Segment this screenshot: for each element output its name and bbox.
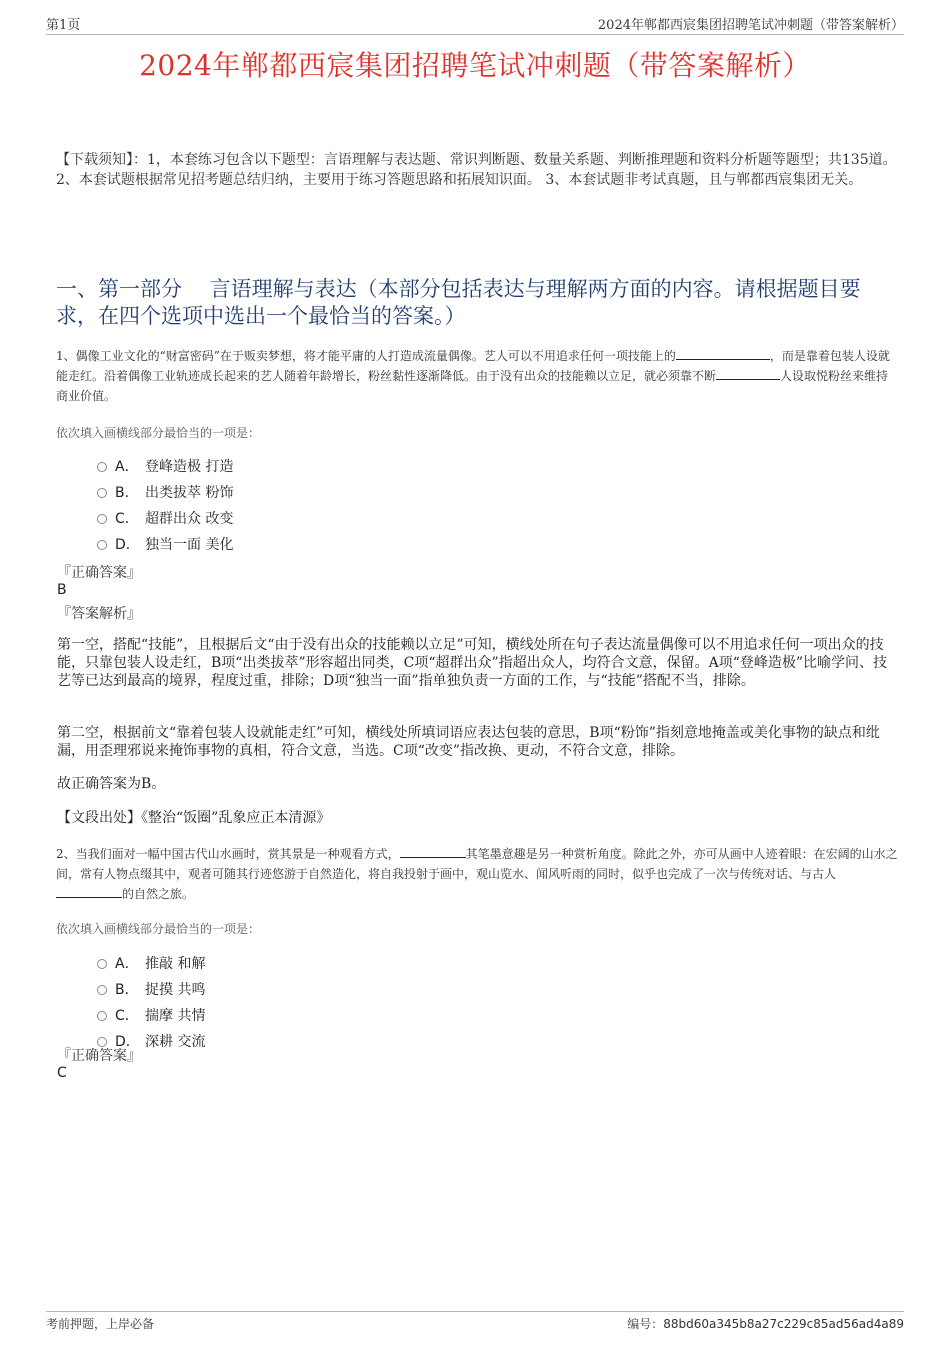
radio-icon[interactable]	[97, 985, 107, 995]
q1-blank-1	[676, 347, 770, 360]
footer-slogan: 考前押题，上岸必备	[46, 1317, 155, 1331]
q2-option-b[interactable]: B． 捉摸 共鸣	[97, 979, 205, 999]
q2-option-a[interactable]: A． 推敲 和解	[97, 953, 205, 973]
radio-icon[interactable]	[97, 462, 107, 472]
download-notice: 【下载须知】：1，本套练习包含以下题型：言语理解与表达题、常识判断题、数量关系题、判断推理题和资料分析题等题型；共135道。 2、本套试题根据常见招考题总结归纳，主要用于练习答题思路和拓展知识面。 3、本套试题非考试真题，且与郸都西宸集团无关。	[56, 152, 897, 188]
q2-answer-label: 『正确答案』	[57, 1048, 141, 1064]
q1-option-c[interactable]: C． 超群出众 改变	[97, 508, 233, 528]
q2-text-part1: 2、当我们面对一幅中国古代山水画时，赏其景是一种观看方式，	[56, 847, 400, 861]
q1-option-d[interactable]: D． 独当一面 美化	[97, 534, 233, 554]
q1-answer-label: 『正确答案』	[57, 565, 141, 581]
document-title: 2024年郸都西宸集团招聘笔试冲刺题（带答案解析）	[139, 49, 811, 82]
radio-icon[interactable]	[97, 540, 107, 550]
q1-prompt: 依次填入画横线部分最恰当的一项是：	[56, 426, 261, 440]
radio-icon[interactable]	[97, 959, 107, 969]
section-title: 一、第一部分 言语理解与表达（本部分包括表达与理解两方面的内容。请根据题目要求，在四个选项中选出一个最恰当的答案。）	[56, 277, 861, 328]
q2-text-part3: 的自然之旅。	[122, 887, 195, 901]
q1-text-part2: ，而是靠着包装人设就能走红。沿着偶像工业轨迹成长起来的艺人随着年龄增长，粉丝黏性逐渐降低。由于没有出众的技能赖以立足，就必须靠不断	[56, 349, 890, 383]
radio-icon[interactable]	[97, 1011, 107, 1021]
q1-conclusion: 故正确答案为B。	[57, 776, 166, 792]
q1-analysis-paragraph-2: 第二空，根据前文“靠着包装人设就能走红”可知，横线处所填词语应表达包装的意思，B项“粉饰”指刻意地掩盖或美化事物的缺点和纰漏，用歪理邪说来掩饰事物的真相，符合文意，当选。C项“改变”指改换、更动，不符合文意，排除。	[57, 725, 880, 759]
q1-analysis-label: 『答案解析』	[57, 606, 141, 622]
page-footer	[46, 1311, 904, 1332]
radio-icon[interactable]	[97, 514, 107, 524]
question-2-text	[56, 844, 898, 904]
q1-source: 【文段出处】《整治“饭圈”乱象应正本清源》	[57, 810, 331, 826]
q2-prompt: 依次填入画横线部分最恰当的一项是：	[56, 922, 261, 936]
q1-option-a[interactable]: A． 登峰造极 打造	[97, 456, 233, 476]
header-doc-title: 2024年郸都西宸集团招聘笔试冲刺题（带答案解析）	[597, 18, 904, 33]
q2-option-c[interactable]: C． 揣摩 共情	[97, 1005, 205, 1025]
page-header	[46, 14, 904, 35]
question-1-text	[56, 346, 898, 406]
q2-answer: C	[57, 1065, 67, 1081]
q1-option-b[interactable]: B． 出类拔萃 粉饰	[97, 482, 233, 502]
q2-blank-1	[400, 845, 466, 858]
footer-code: 编号：88bd60a345b8a27c229c85ad56ad4a89	[627, 1317, 904, 1331]
page-number: 第1页	[46, 18, 81, 33]
q1-answer: B	[57, 582, 67, 598]
q1-text-part1: 1、偶像工业文化的“财富密码”在于贩卖梦想，将才能平庸的人打造成流量偶像。艺人可以不用追求任何一项技能上的	[56, 349, 676, 363]
q1-analysis-paragraph-1: 第一空，搭配“技能”，且根据后文“由于没有出众的技能赖以立足”可知，横线处所在句子表达流量偶像可以不用追求任何一项出众的技能，只靠包装人设走红，B项“出类拔萃”形容超出同类，C项“超群出众”指超出众人，均符合文意，保留。A项“登峰造极”比喻学问、技艺等已达到最高的境界，程度过重，排除；D项“独当一面”指单独负责一方面的工作，与“技能”搭配不当，排除。	[57, 637, 888, 689]
q2-blank-2	[56, 885, 122, 898]
q1-blank-2	[716, 367, 780, 380]
radio-icon[interactable]	[97, 488, 107, 498]
q2-text-part2: 其笔墨意趣是另一种赏析角度。除此之外，亦可从画中人迹着眼：在宏阔的山水之间，常有人物点缀其中，观者可随其行迹悠游于自然造化，将自我投射于画中，观山览水、闻风听雨的同时，似乎也完成了一次与传统对话、与古人	[56, 847, 898, 881]
q2-option-d[interactable]: D． 深耕 交流	[97, 1031, 205, 1051]
q1-text-part3: 人设取悦粉丝来维持商业价值。	[56, 369, 889, 403]
